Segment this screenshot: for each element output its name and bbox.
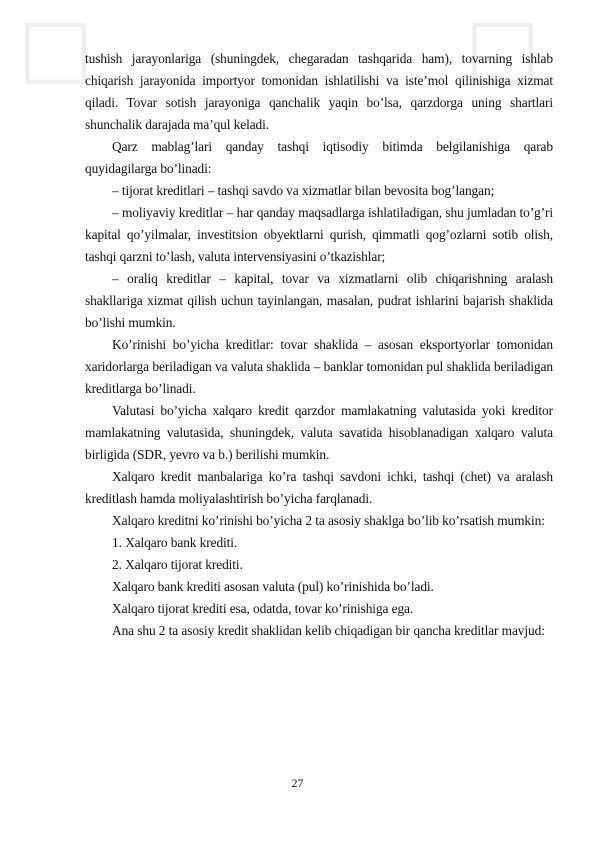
paragraph: Xalqaro kreditni ko’rinishi bo’yicha 2 ta asosiy shaklga bo’lib ko’rsatish mumkin: [112,513,545,528]
paragraph: tushish jarayonlariga (shuningdek, chegaradan tashqarida ham), tovarning ishlab chiqarish jarayonida importyor tomonidan ishlatilishi va iste’mol qilinishiga xizmat qiladi. Tovar sotish jarayoniga qanchalik yaqin bo’lsa, qarzdorga uning shartlari shunchalik darajada ma’qul keladi. [85,51,553,132]
paragraph: Xalqaro tijorat krediti esa, odatda, tovar ko’rinishiga ega. [112,601,414,616]
list-item: – oraliq kreditlar – kapital, tovar va xizmatlarni olib chiqarishning aralash shakllariga xizmat qilish uchun tayinlangan, masalan, pudrat ishlarini bajarish shaklida bo’lishi mumkin. [85,271,553,330]
paragraph: Ana shu 2 ta asosiy kredit shaklidan kelib chiqadigan bir qancha kreditlar mavjud: [112,623,545,638]
page-number: 27 [291,776,304,790]
list-item: 2. Xalqaro tijorat krediti. [112,557,243,572]
document-body [85,48,553,642]
paragraph: Xalqaro bank krediti asosan valuta (pul) ko’rinishida bo’ladi. [112,579,434,594]
list-item: – moliyaviy kreditlar – har qanday maqsadlarga ishlatiladigan, shu jumladan to’g’ri kapital qo’yilmalar, investitsion obyektlarni qurish, qimmatli qog’ozlarni sotib olish, tashqi qarzni to’lash, valuta intervensiyasini o’tkazishlar; [85,205,553,264]
watermark-left: □ [18,0,94,93]
watermark-right: □ [465,0,541,93]
list-item: – tijorat kreditlari – tashqi savdo va xizmatlar bilan bevosita bog’langan; [112,183,495,198]
paragraph: Xalqaro kredit manbalariga ko’ra tashqi savdoni ichki, tashqi (chet) va aralash kreditlash hamda moliyalashtirish bo’yicha farqlanadi. [85,469,553,506]
paragraph: Qarz mablag’lari qanday tashqi iqtisodiy bitimda belgilanishiga qarab quyidagilarga bo’linadi: [85,139,553,176]
paragraph: Ko’rinishi bo’yicha kreditlar: tovar shaklida – asosan eksportyorlar tomonidan xaridorlarga beriladigan va valuta shaklida – banklar tomonidan pul shaklida beriladigan kreditlarga bo’linadi. [85,337,553,396]
paragraph: Valutasi bo’yicha xalqaro kredit qarzdor mamlakatning valutasida yoki kreditor mamlakatning valutasida, shuningdek, valuta savatida hisoblanadigan xalqaro valuta birligida (SDR, yevro va b.) berilishi mumkin. [85,403,553,462]
list-item: 1. Xalqaro bank krediti. [112,535,238,550]
